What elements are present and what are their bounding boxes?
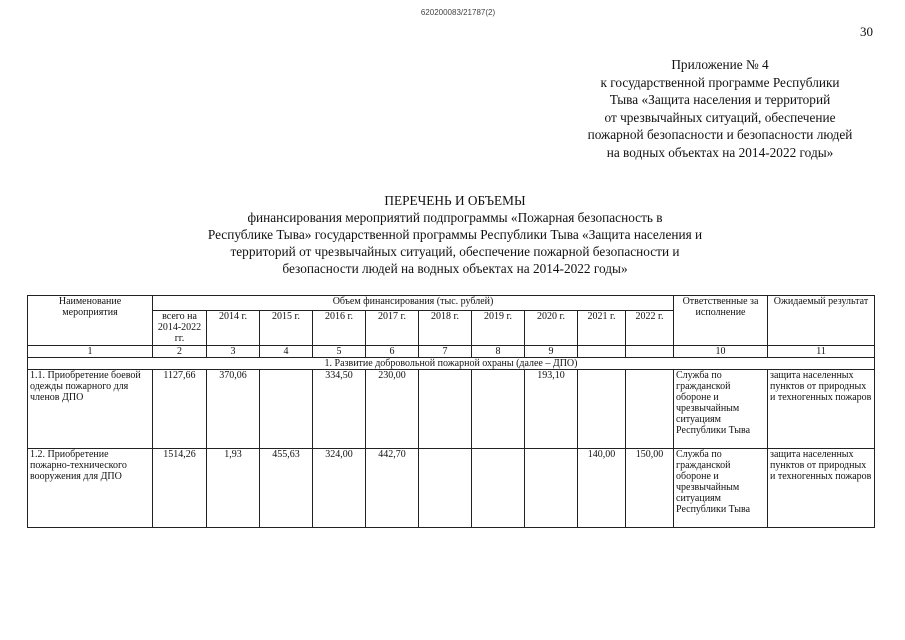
header-name: Наименование мероприятия xyxy=(28,296,153,346)
column-number xyxy=(626,346,674,358)
header-year: 2019 г. xyxy=(472,311,525,346)
row-responsible: Служба по гражданской обороне и чрезвычайным ситуациям Республики Тыва xyxy=(674,449,768,528)
document-code: 620200083/21787(2) xyxy=(420,8,496,17)
title-line: финансирования мероприятий подпрограммы «Пожарная безопасность в xyxy=(247,210,663,225)
title-line: безопасности людей на водных объектах на 2014-2022 годы» xyxy=(282,261,628,276)
table-row xyxy=(28,370,875,449)
header-year: 2015 г. xyxy=(260,311,313,346)
row-year-value xyxy=(419,370,472,449)
appendix-line: пожарной безопасности и безопасности людей xyxy=(587,127,853,142)
column-number: 8 xyxy=(472,346,525,358)
header-financing: Объем финансирования (тыс. рублей) xyxy=(153,296,674,311)
row-year-value: 334,50 xyxy=(313,370,366,449)
column-number: 6 xyxy=(366,346,419,358)
column-number xyxy=(578,346,626,358)
row-total: 1127,66 xyxy=(153,370,207,449)
row-result: защита населенных пунктов от природных и техногенных пожаров xyxy=(768,449,875,528)
column-number: 3 xyxy=(207,346,260,358)
title-line: территорий от чрезвычайных ситуаций, обеспечение пожарной безопасности и xyxy=(230,244,680,259)
header-year: 2018 г. xyxy=(419,311,472,346)
header-year: 2014 г. xyxy=(207,311,260,346)
row-year-value xyxy=(419,449,472,528)
row-year-value: 1,93 xyxy=(207,449,260,528)
column-number: 5 xyxy=(313,346,366,358)
row-year-value xyxy=(472,449,525,528)
column-number: 10 xyxy=(674,346,768,358)
header-expected: Ожидаемый результат xyxy=(768,296,875,346)
row-responsible: Служба по гражданской обороне и чрезвычайным ситуациям Республики Тыва xyxy=(674,370,768,449)
row-year-value: 150,00 xyxy=(626,449,674,528)
row-year-value: 324,00 xyxy=(313,449,366,528)
row-name: 1.1. Приобретение боевой одежды пожарного для членов ДПО xyxy=(28,370,153,449)
row-year-value xyxy=(578,370,626,449)
header-row xyxy=(28,296,875,311)
title-line: Республике Тыва» государственной программы Республики Тыва «Защита населения и xyxy=(207,227,703,242)
appendix-line: Приложение № 4 xyxy=(671,57,769,72)
row-total: 1514,26 xyxy=(153,449,207,528)
appendix-header xyxy=(540,56,900,161)
appendix-line: к государственной программе Республики xyxy=(600,74,840,90)
column-number: 11 xyxy=(768,346,875,358)
row-year-value: 140,00 xyxy=(578,449,626,528)
page-number: 30 xyxy=(860,24,873,39)
table-row xyxy=(28,449,875,528)
column-number: 4 xyxy=(260,346,313,358)
financing-table xyxy=(27,295,875,528)
row-name: 1.2. Приобретение пожарно-технического вооружения для ДПО xyxy=(28,449,153,528)
appendix-line: на водных объектах на 2014-2022 годы» xyxy=(606,144,834,160)
header-year: 2017 г. xyxy=(366,311,419,346)
row-year-value: 455,63 xyxy=(260,449,313,528)
header-year: 2016 г. xyxy=(313,311,366,346)
row-year-value xyxy=(472,370,525,449)
column-numbers-row xyxy=(28,346,875,358)
header-year: 2021 г. xyxy=(578,311,626,346)
column-number: 9 xyxy=(525,346,578,358)
row-year-value xyxy=(525,449,578,528)
row-year-value: 193,10 xyxy=(525,370,578,449)
header-year: 2020 г. xyxy=(525,311,578,346)
row-year-value: 442,70 xyxy=(366,449,419,528)
title-line: ПЕРЕЧЕНЬ И ОБЪЕМЫ xyxy=(384,193,526,208)
column-number: 2 xyxy=(153,346,207,358)
header-total: всего на 2014-2022 гг. xyxy=(153,311,207,346)
header-responsible: Ответственные за исполнение xyxy=(674,296,768,346)
header-year: 2022 г. xyxy=(626,311,674,346)
column-number: 1 xyxy=(28,346,153,358)
document-title xyxy=(140,192,770,277)
row-year-value xyxy=(260,370,313,449)
row-year-value: 370,06 xyxy=(207,370,260,449)
column-number: 7 xyxy=(419,346,472,358)
section-row xyxy=(28,358,875,370)
row-year-value: 230,00 xyxy=(366,370,419,449)
appendix-line: Тыва «Защита населения и территорий xyxy=(609,92,831,107)
row-result: защита населенных пунктов от природных и техногенных пожаров xyxy=(768,370,875,449)
appendix-line: от чрезвычайных ситуаций, обеспечение xyxy=(604,109,836,125)
section-title: 1. Развитие добровольной пожарной охраны (далее – ДПО) xyxy=(28,358,875,370)
row-year-value xyxy=(626,370,674,449)
